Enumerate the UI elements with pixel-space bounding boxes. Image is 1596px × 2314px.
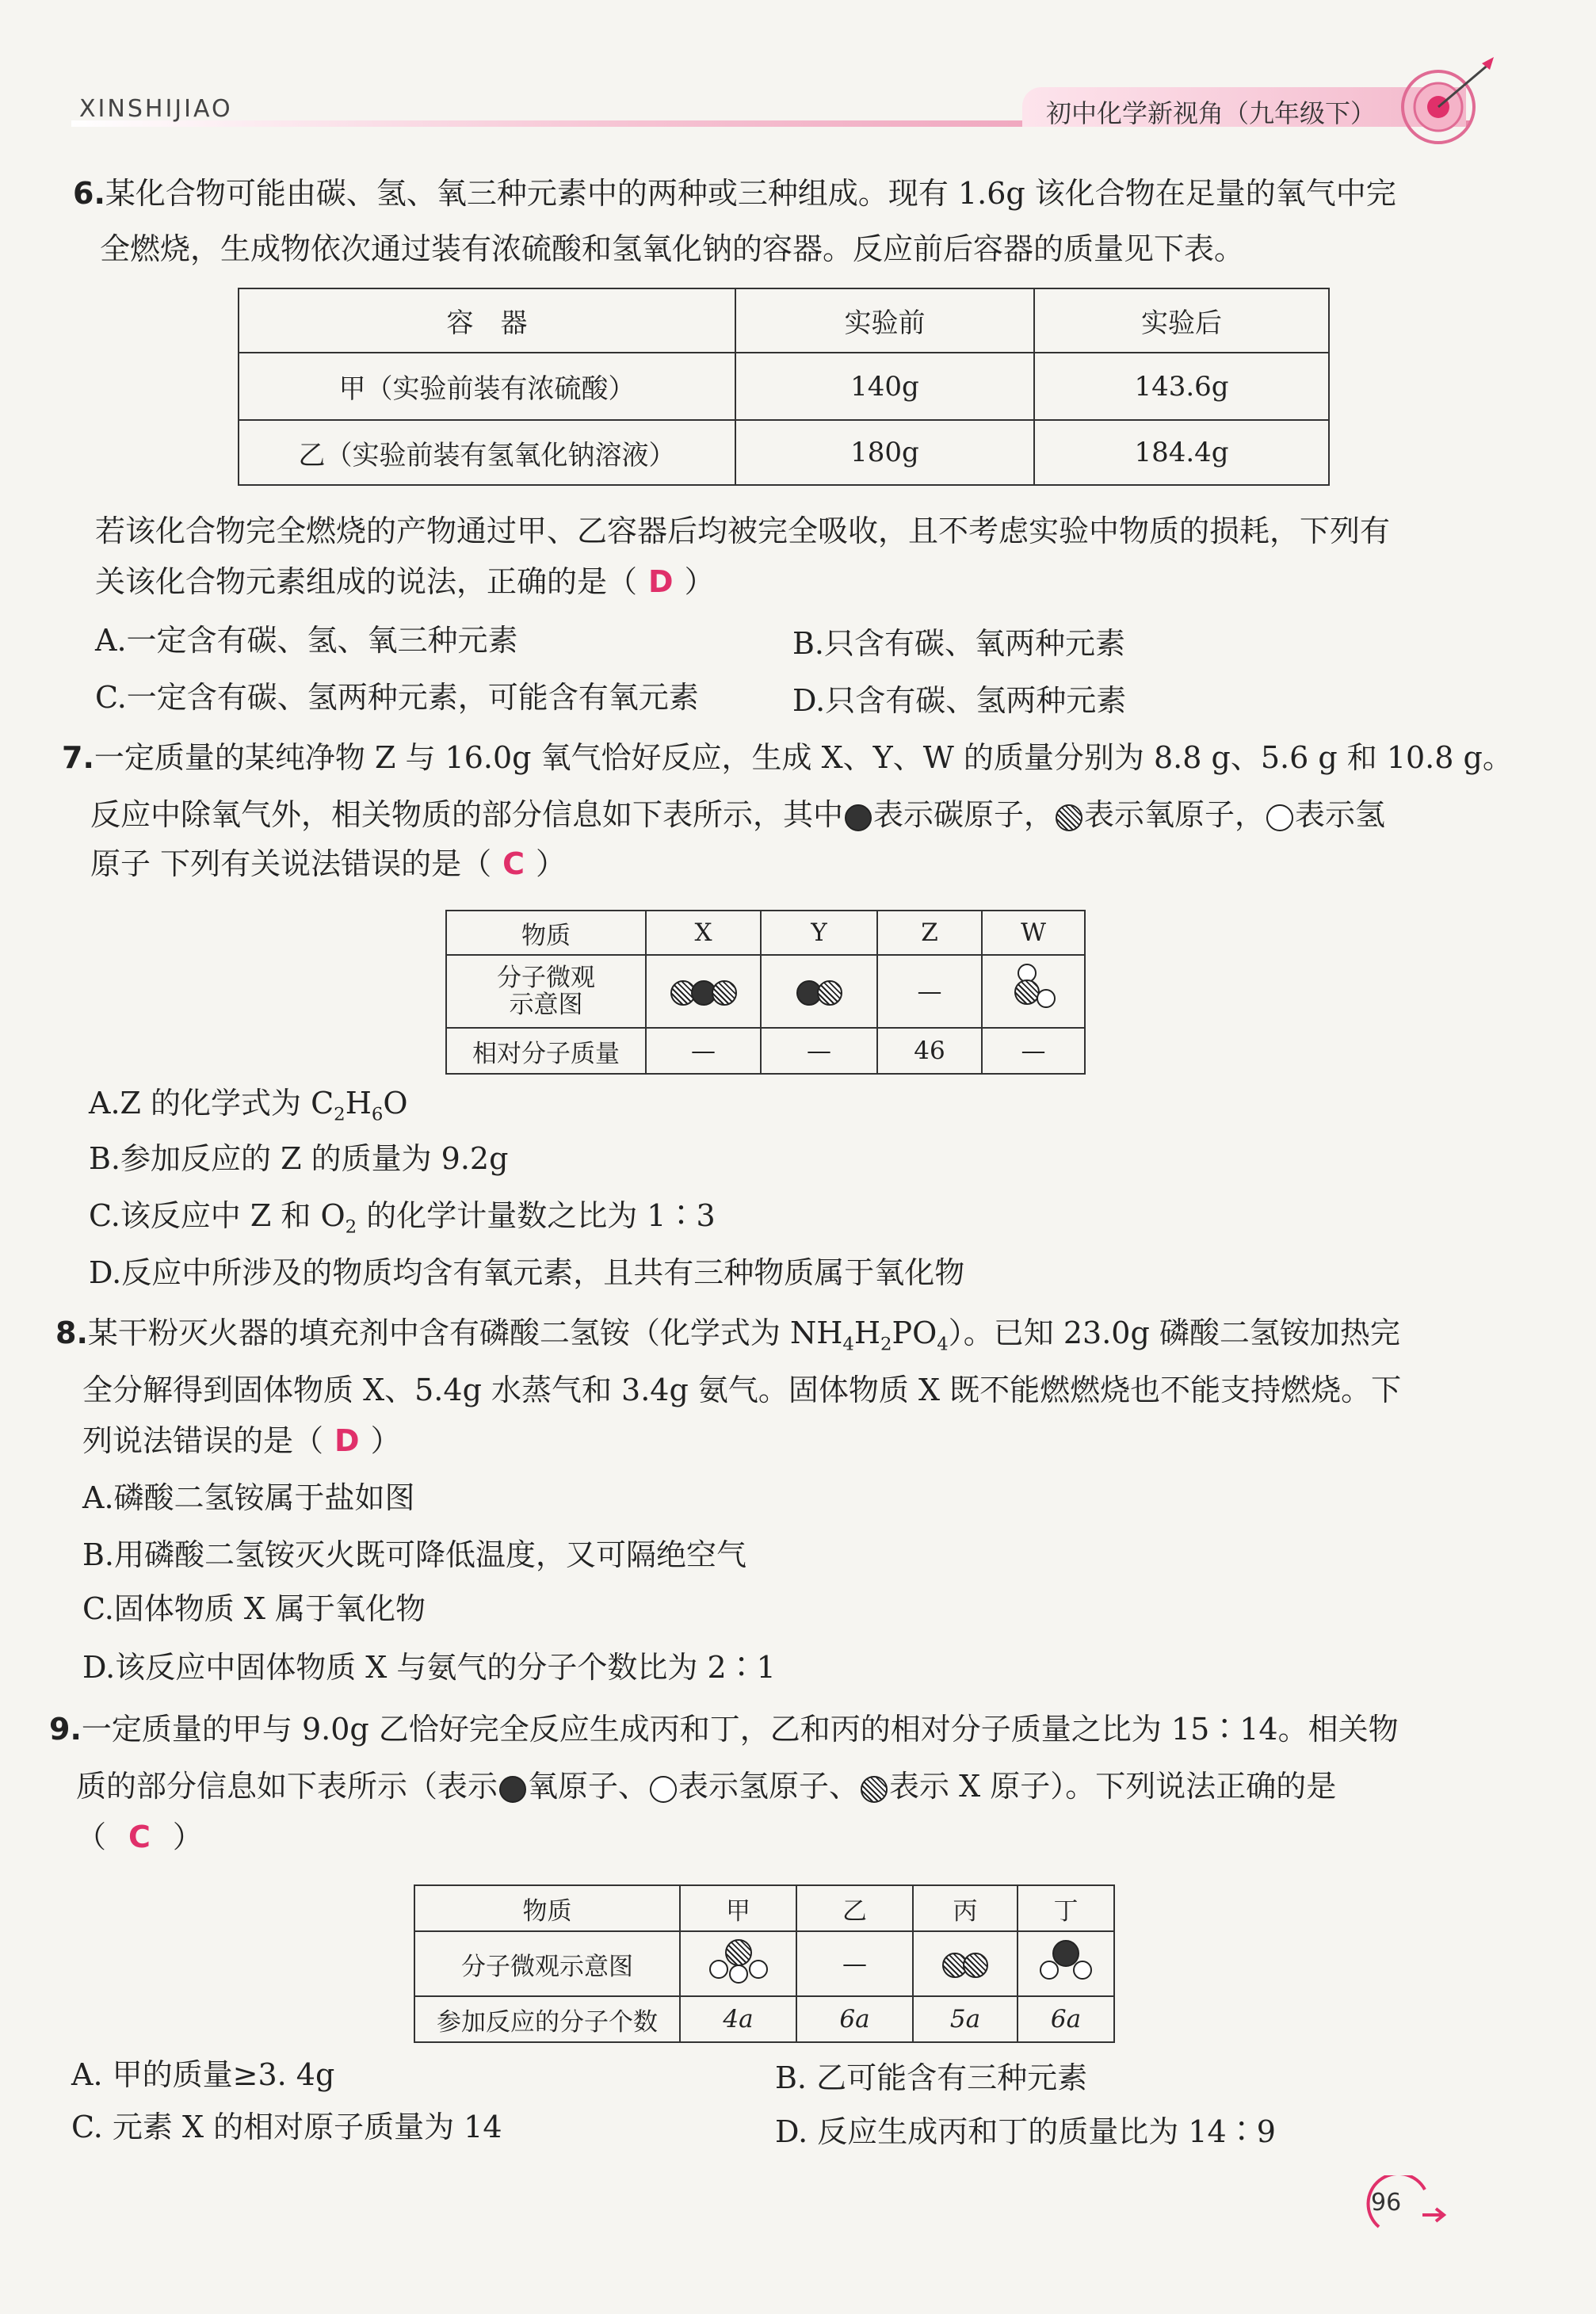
q8-answer: D	[334, 1423, 360, 1458]
q9-ding-molecule	[1018, 1931, 1114, 1996]
q7-z-cell: —	[877, 955, 982, 1028]
q6-option-b: B.只含有碳、氧两种元素	[792, 626, 1126, 661]
q9-cell: 6a	[1018, 1996, 1114, 2042]
q7-text2c: 表示氧原子，	[1084, 797, 1266, 832]
q9-text2d: 表示 X 原子）。下列说法正确的是	[889, 1769, 1337, 1804]
q9-cell: 6a	[796, 1996, 913, 2042]
q9-row2-label: 分子微观示意图	[414, 1931, 680, 1996]
q9-text2c: 表示氢原子、	[678, 1769, 860, 1804]
q9-th: 甲	[680, 1885, 796, 1931]
q6-th-after: 实验后	[1034, 288, 1329, 353]
q9-line1	[49, 1712, 1399, 1747]
q7-th: X	[646, 911, 761, 955]
x-atom-icon	[725, 1939, 752, 1966]
q9-paren-open: （	[76, 1820, 107, 1854]
subscript: 2	[334, 1104, 346, 1125]
q7-text2b: 表示碳原子，	[873, 797, 1055, 832]
q7-stem-end: 原子 下列有关说法错误的是（	[90, 846, 492, 881]
hydrogen-atom-icon	[1073, 1961, 1092, 1980]
q7-option-c	[89, 1198, 716, 1245]
q9-option-c: C. 元素 X 的相对原子质量为 14	[71, 2110, 502, 2144]
subscript: 4	[937, 1334, 949, 1355]
q9-text2a: 质的部分信息如下表所示（表示	[76, 1769, 498, 1804]
q9-jia-molecule	[680, 1931, 796, 1996]
q7-option-a	[89, 1086, 408, 1132]
jia-molecule-icon	[709, 1936, 768, 1985]
q9-th: 丙	[913, 1885, 1018, 1931]
q7-opt-a-text: H	[345, 1086, 372, 1121]
q8-text: PO	[892, 1315, 937, 1350]
x-atom-icon	[963, 1953, 988, 1978]
q7-cell: —	[646, 1028, 761, 1074]
q7-answer: C	[502, 846, 525, 881]
q7-line3	[90, 846, 566, 881]
q7-line2	[90, 797, 1385, 832]
subscript: 4	[842, 1334, 854, 1355]
q8-line2: 全分解得到固体物质 X、5.4g 水蒸气和 3.4g 氨气。固体物质 X 既不能燃燃烧也不能支持燃烧。下	[82, 1373, 1402, 1407]
q9-paren: ）	[172, 1820, 203, 1854]
water-molecule-icon	[1037, 1938, 1095, 1983]
header-right-text: 初中化学新视角（九年级下）	[1046, 98, 1376, 128]
q7-text1: 一定质量的某纯净物 Z 与 16.0g 氧气恰好反应，生成 X、Y、W 的质量分别为 8.8 g、5.6 g 和 10.8 g。	[94, 740, 1513, 775]
oxygen-atom-icon	[1056, 804, 1082, 831]
q6-option-c: C.一定含有碳、氢两种元素，可能含有氧元素	[95, 680, 699, 715]
q7-w-molecule	[982, 955, 1085, 1028]
q9-yi-cell: —	[796, 1931, 913, 1996]
hydrogen-atom-icon	[1266, 804, 1293, 831]
header-left-text: XINSHIJIAO	[79, 95, 233, 123]
q6-th-container: 容 器	[239, 288, 735, 353]
q8-paren: ）	[370, 1423, 401, 1458]
q6-number: 6.	[73, 176, 105, 211]
q6-cell: 乙（实验前装有氢氧化钠溶液）	[239, 420, 735, 485]
q8-text: 某干粉灭火器的填充剂中含有磷酸二氢铵（化学式为 NH	[87, 1315, 843, 1350]
q7-paren: ）	[535, 846, 566, 881]
q9-cell: 4a	[680, 1996, 796, 2042]
q9-table	[414, 1884, 1115, 2043]
q9-option-b: B. 乙可能含有三种元素	[775, 2060, 1088, 2095]
q9-th: 丁	[1018, 1885, 1114, 1931]
q7-cell: 相对分子质量	[446, 1028, 646, 1074]
q7-opt-a-text: A.Z 的化学式为 C	[89, 1086, 334, 1121]
hydrogen-atom-icon	[749, 1960, 768, 1979]
q7-option-b: B.参加反应的 Z 的质量为 9.2g	[89, 1141, 509, 1176]
target-icon	[1379, 40, 1498, 158]
q6-answer: D	[648, 564, 674, 599]
q6-table	[238, 288, 1330, 486]
q7-cell: 46	[877, 1028, 982, 1074]
q9-text2b: 氧原子、	[528, 1769, 649, 1804]
q8-line1	[55, 1315, 1400, 1362]
q9-line3	[76, 1820, 203, 1854]
q6-line1	[73, 176, 1396, 211]
q6-cell: 140g	[735, 353, 1034, 420]
q9-bing-molecule	[913, 1931, 1018, 1996]
q9-answer: C	[128, 1820, 151, 1854]
q7-th: 物质	[446, 911, 646, 955]
q6-option-d: D.只含有碳、氢两种元素	[792, 683, 1127, 718]
q8-stem-end: 列说法错误的是（	[82, 1423, 324, 1458]
q9-th: 物质	[414, 1885, 680, 1931]
q7-y-molecule	[761, 955, 877, 1028]
q9-cell: 参加反应的分子个数	[414, 1996, 680, 2042]
oxygen-atom-icon	[1014, 979, 1040, 1005]
q6-cell: 180g	[735, 420, 1034, 485]
q7-th: W	[982, 911, 1085, 955]
hydrogen-atom-icon	[1037, 989, 1056, 1008]
hydrogen-atom-icon	[1040, 1961, 1059, 1980]
page-number: 96	[1371, 2189, 1402, 2217]
q6-line4	[95, 564, 715, 599]
oxygen-atom-icon	[712, 980, 737, 1006]
q8-number: 8.	[55, 1315, 88, 1350]
subscript: 6	[371, 1104, 384, 1125]
q9-option-d: D. 反应生成丙和丁的质量比为 14∶9	[775, 2114, 1276, 2149]
q7-row2-label	[446, 955, 646, 1028]
hydrogen-atom-icon	[709, 1960, 728, 1979]
q8-text: H	[853, 1315, 881, 1350]
q6-paren: ）	[684, 564, 715, 599]
q7-th: Z	[877, 911, 982, 955]
q9-cell: 5a	[913, 1996, 1018, 2042]
carbon-atom-icon	[845, 804, 872, 831]
q9-line2	[76, 1769, 1336, 1804]
q6-line3: 若该化合物完全燃烧的产物通过甲、乙容器后均被完全吸收，且不考虑实验中物质的损耗，下列有	[95, 514, 1391, 548]
q8-text: ）。已知 23.0g 磷酸二氢铵加热完	[948, 1315, 1400, 1350]
q9-number: 9.	[49, 1712, 82, 1747]
hydrogen-atom-icon	[650, 1776, 677, 1803]
q8-option-b: B.用磷酸二氢铵灭火既可降低温度，又可隔绝空气	[82, 1537, 747, 1572]
q6-option-a: A.一定含有碳、氢、氧三种元素	[95, 623, 518, 658]
q7-opt-c-text: C.该反应中 Z 和 O	[89, 1198, 346, 1233]
q7-label-a: 分子微观	[497, 964, 595, 992]
q6-cell: 143.6g	[1034, 353, 1329, 420]
q6-th-before: 实验前	[735, 288, 1034, 353]
q6-stem-end: 关该化合物元素组成的说法，正确的是（	[95, 564, 638, 599]
q6-cell: 甲（实验前装有浓硫酸）	[239, 353, 735, 420]
water-molecule-icon	[1010, 964, 1057, 1013]
q7-number: 7.	[62, 740, 94, 775]
q7-cell: —	[761, 1028, 877, 1074]
subscript: 2	[880, 1334, 892, 1355]
page-arrow-icon	[1363, 2175, 1450, 2247]
q8-option-a: A.磷酸二氢铵属于盐如图	[82, 1480, 415, 1515]
q6-text1: 某化合物可能由碳、氢、氧三种元素中的两种或三种组成。现有 1.6g 该化合物在足量的氧气中完	[105, 176, 1396, 211]
q7-x-molecule	[646, 955, 761, 1028]
q7-option-d: D.反应中所涉及的物质均含有氧元素，且共有三种物质属于氧化物	[89, 1255, 965, 1290]
q8-option-d: D.该反应中固体物质 X 与氨气的分子个数比为 2∶1	[82, 1650, 776, 1685]
q7-opt-c-text: 的化学计量数之比为 1∶3	[357, 1198, 716, 1233]
q7-th: Y	[761, 911, 877, 955]
q7-cell: —	[982, 1028, 1085, 1074]
q6-cell: 184.4g	[1034, 420, 1329, 485]
q8-option-c: C.固体物质 X 属于氧化物	[82, 1591, 426, 1626]
q7-opt-a-text: O	[383, 1086, 408, 1121]
subscript: 2	[345, 1216, 357, 1238]
x-atom-icon	[861, 1776, 888, 1803]
q6-line2: 全燃烧，生成物依次通过装有浓硫酸和氢氧化钠的容器。反应前后容器的质量见下表。	[100, 231, 1245, 266]
q7-line1	[62, 740, 1513, 775]
oxygen-atom-icon	[817, 980, 842, 1006]
q9-option-a: A. 甲的质量≥3. 4g	[71, 2057, 335, 2092]
q7-text2d: 表示氢	[1295, 797, 1386, 832]
q8-line3	[82, 1423, 401, 1458]
q7-table	[445, 910, 1086, 1075]
hydrogen-atom-icon	[729, 1965, 748, 1984]
q9-th: 乙	[796, 1885, 913, 1931]
q7-label-b: 示意图	[509, 991, 583, 1019]
oxygen-atom-dark-icon	[499, 1776, 526, 1803]
q9-text1: 一定质量的甲与 9.0g 乙恰好完全反应生成丙和丁，乙和丙的相对分子质量之比为 15∶14。相关物	[81, 1712, 1399, 1747]
q7-text2a: 反应中除氧气外，相关物质的部分信息如下表所示，其中	[90, 797, 844, 832]
